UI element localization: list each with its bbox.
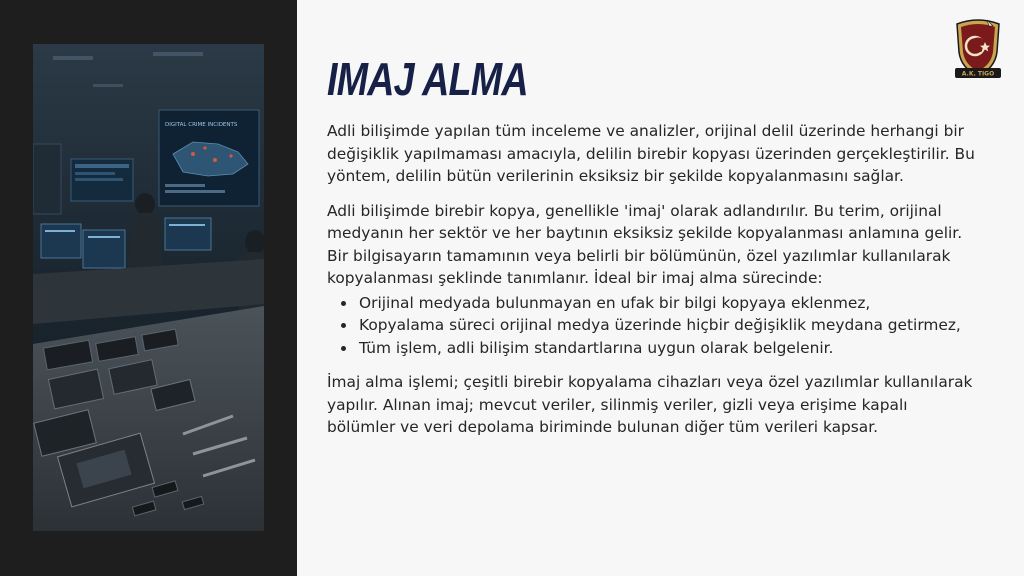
slide-title: IMAJ ALMA — [327, 53, 528, 105]
forensics-lab-photo — [33, 44, 264, 531]
left-panel — [0, 0, 297, 576]
logo — [947, 18, 1009, 82]
paragraph-intro: Adli bilişimde yapılan tüm inceleme ve analizler, orijinal delil üzerinde herhangi bir değişiklik yapılmaması amacıyla, delilin birebir kopyası üzerinden gerçekleştirilir. Bu yöntem, delilin bütün verilerinin eksiksiz bir şekilde kopyalanmasını sağlar. — [327, 122, 975, 185]
list-item: • Tüm işlem, adli bilişim standartlarına uygun olarak belgelenir. — [357, 337, 977, 360]
paragraph-process: İmaj alma işlemi; çeşitli birebir kopyalama cihazları veya özel yazılımlar kullanılarak yapılır. Alınan imaj; mevcut veriler, silinmiş veriler, gizli veya erişime kapalı bölümler ve veri depolama biriminde bulunan diğer tüm verileri kapsar. — [327, 373, 973, 436]
forensics-lab-illustration — [33, 44, 264, 531]
list-item: • Orijinal medyada bulunmayan en ufak bir bilgi kopyaya eklenmez, — [357, 292, 977, 315]
wall-screen-caption: DIGITAL CRIME INCIDENTS — [165, 122, 238, 128]
bullet-list — [327, 292, 977, 360]
slide-content — [327, 120, 977, 451]
paragraph-definition: Adli bilişimde birebir kopya, genellikle 'imaj' olarak adlandırılır. Bu terim, orijinal medyanın her sektör ve her baytının eksiksiz şekilde kopyalanması anlamına gelir. Bir bilgisayarın tamamının veya belirli bir bölümünün, özel yazılımlar kullanılarak kopyalanması şeklinde tanımlanır. İdeal bir imaj alma sürecinde: — [327, 201, 963, 287]
emblem-icon — [947, 18, 1009, 82]
list-item: • Kopyalama süreci orijinal medya üzerinde hiçbir değişiklik meydana getirmez, — [357, 314, 977, 337]
logo-text: A.K. TIGO — [961, 70, 995, 78]
